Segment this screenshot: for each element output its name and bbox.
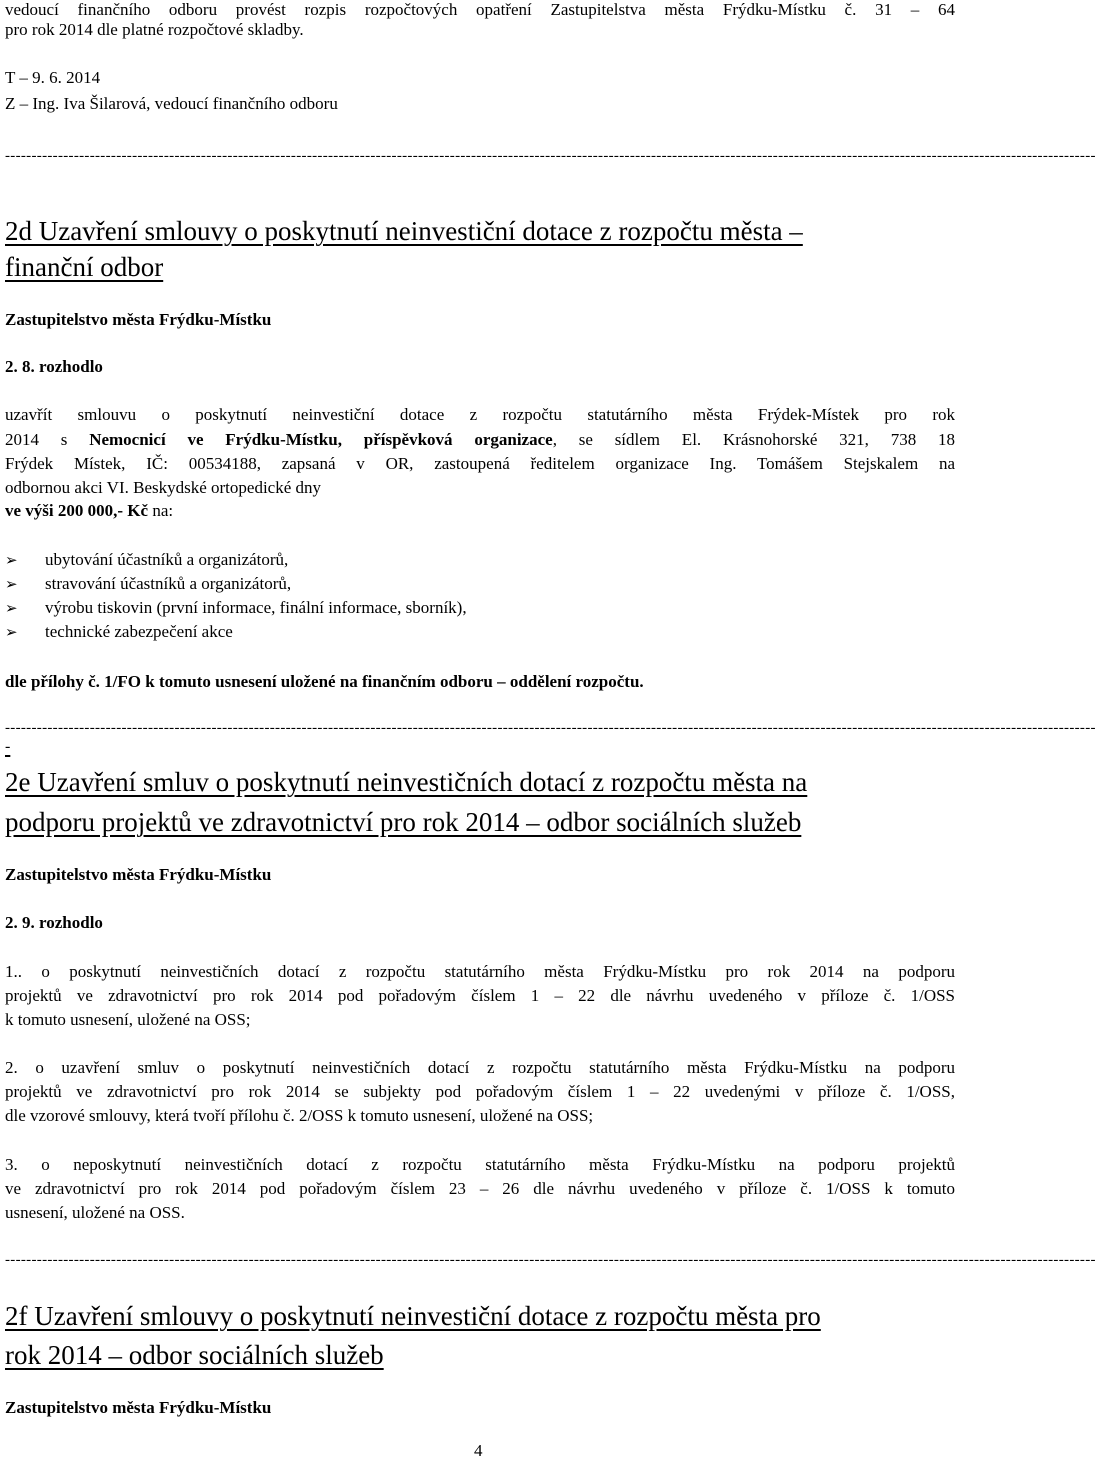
separator: -------------------------------------------------------------------------------------------------------------------------------------------------------------------------------------------------------------- <box>5 1252 1096 1268</box>
term-line: T – 9. 6. 2014 <box>5 68 101 87</box>
arrow-bullet-icon: ➢ <box>5 553 18 569</box>
section-2f-heading-line-1: 2f Uzavření smlouvy o poskytnutí neinvestiční dotace z rozpočtu města pro <box>5 1301 821 1331</box>
page-number: 4 <box>474 1441 483 1460</box>
top-line-1: vedoucí finančního odboru provést rozpis rozpočtových opatření Zastupitelstva města Frýdku-Místku č. 31 – 64 <box>5 0 955 19</box>
section-2e-item-3-line-2: ve zdravotnictví pro rok 2014 pod pořadovým číslem 23 – 26 dle návrhu uvedeného v příloze č. 1/OSS k tomuto <box>5 1179 955 1198</box>
section-2e-item-2-line-1: 2. o uzavření smluv o poskytnutí neinvestičních dotací z rozpočtu statutárního města Frýdku-Místku na podporu <box>5 1058 955 1077</box>
section-2e-heading-line-1: 2e Uzavření smluv o poskytnutí neinvestičních dotací z rozpočtu města na <box>5 767 808 797</box>
arrow-bullet-icon: ➢ <box>5 625 18 641</box>
section-2e-heading-line-2: podporu projektů ve zdravotnictví pro rok 2014 – odbor sociálních služeb <box>5 807 802 837</box>
section-2d-heading-line-1: 2d Uzavření smlouvy o poskytnutí neinvestiční dotace z rozpočtu města – <box>5 216 803 246</box>
section-2e-item-3-line-3: usnesení, uložené na OSS. <box>5 1203 185 1222</box>
list-item: ➢ ubytování účastníků a organizátorů, <box>5 550 289 569</box>
section-2e-marker: - <box>5 738 11 755</box>
top-line-2: pro rok 2014 dle platné rozpočtové skladby. <box>5 20 304 39</box>
section-2e-item-1-line-1: 1.. o poskytnutí neinvestičních dotací z rozpočtu statutárního města Frýdku-Místku pro rok 2014 na podporu <box>5 962 955 981</box>
separator: -------------------------------------------------------------------------------------------------------------------------------------------------------------------------------------------------------------- <box>5 720 1096 736</box>
arrow-bullet-icon: ➢ <box>5 601 18 617</box>
section-2e-item-1-line-3: k tomuto usnesení, uložené na OSS; <box>5 1010 251 1029</box>
section-2d-para-line-1: uzavřít smlouvu o poskytnutí neinvestiční dotace z rozpočtu statutárního města Frýdek-Místek pro rok <box>5 405 955 424</box>
section-2d-body: Zastupitelstvo města Frýdku-Místku <box>5 310 272 329</box>
section-2d-decision: 2. 8. rozhodlo <box>5 357 103 376</box>
list-item: ➢ stravování účastníků a organizátorů, <box>5 574 292 593</box>
section-2e-item-1-line-2: projektů ve zdravotnictví pro rok 2014 pod pořadovým číslem 1 – 22 dle návrhu uvedeného v příloze č. 1/OSS <box>5 986 955 1005</box>
section-2e-decision: 2. 9. rozhodlo <box>5 913 103 932</box>
list-item: ➢ technické zabezpečení akce <box>5 622 233 641</box>
section-2d-para-line-2: 2014 s Nemocnicí ve Frýdku-Místku, příspěvková organizace, se sídlem El. Krásnohorské 321, 738 18 <box>5 430 956 449</box>
responsible-line: Z – Ing. Iva Šilarová, vedoucí finančního odboru <box>5 94 338 113</box>
section-2e-item-3-line-1: 3. o neposkytnutí neinvestičních dotací z rozpočtu statutárního města Frýdku-Místku na podporu projektů <box>5 1155 955 1174</box>
section-2f-body: Zastupitelstvo města Frýdku-Místku <box>5 1398 272 1417</box>
section-2d-heading-line-2: finanční odbor <box>5 252 164 282</box>
section-2d-amount: ve výši 200 000,- Kč na: <box>5 501 174 520</box>
section-2e-item-2-line-3: dle vzorové smlouvy, která tvoří přílohu č. 2/OSS k tomuto usnesení, uložené na OSS; <box>5 1106 594 1125</box>
list-item: ➢ výrobu tiskovin (první informace, finální informace, sborník), <box>5 598 467 617</box>
section-2e-body: Zastupitelstvo města Frýdku-Místku <box>5 865 272 884</box>
separator: -------------------------------------------------------------------------------------------------------------------------------------------------------------------------------------------------------------- <box>5 148 1096 164</box>
section-2d-attachment: dle přílohy č. 1/FO k tomuto usnesení uložené na finančním odboru – oddělení rozpočtu. <box>5 672 644 691</box>
section-2e-item-2-line-2: projektů ve zdravotnictví pro rok 2014 se subjekty pod pořadovým číslem 1 – 22 uvedenými v příloze č. 1/OSS, <box>5 1082 955 1101</box>
section-2d-para-line-3: Frýdek Místek, IČ: 00534188, zapsaná v OR, zastoupená ředitelem organizace Ing. Tomášem Stejskalem na <box>5 454 955 473</box>
section-2d-para-line-4: odbornou akci VI. Beskydské ortopedické dny <box>5 478 322 497</box>
arrow-bullet-icon: ➢ <box>5 577 18 593</box>
section-2f-heading-line-2: rok 2014 – odbor sociálních služeb <box>5 1340 384 1370</box>
